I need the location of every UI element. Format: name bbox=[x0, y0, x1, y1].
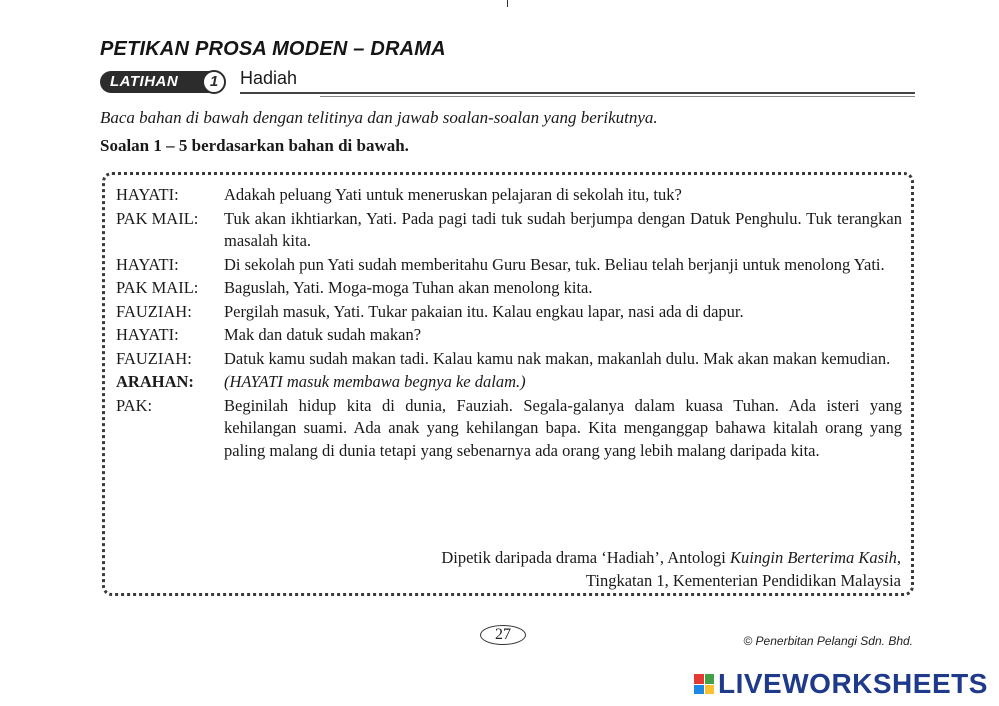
section-heading: PETIKAN PROSA MODEN – DRAMA bbox=[100, 38, 446, 60]
speaker-label: PAK MAIL: bbox=[116, 278, 199, 297]
dialogue-line bbox=[116, 324, 902, 347]
anthology-title: Kuingin Berterima Kasih bbox=[730, 548, 897, 567]
exercise-number: 1 bbox=[202, 70, 226, 94]
instruction-text: Baca bahan di bawah dengan telitinya dan jawab soalan-soalan yang berikutnya. bbox=[100, 108, 658, 127]
dialogue-line bbox=[116, 395, 902, 463]
page-number: 27 bbox=[480, 625, 526, 645]
dialogue-text: Adakah peluang Yati untuk meneruskan pelajaran di sekolah itu, tuk? bbox=[224, 185, 682, 204]
question-range: Soalan 1 – 5 berdasarkan bahan di bawah. bbox=[100, 136, 409, 155]
dialogue-text: Mak dan datuk sudah makan? bbox=[224, 325, 422, 344]
liveworksheets-wordmark: LIVEWORKSHEETS bbox=[718, 668, 988, 699]
header-rule bbox=[240, 92, 915, 94]
dialogue-text: Tuk akan ikhtiarkan, Yati. Pada pagi tadi tuk sudah berjumpa dengan Datuk Penghulu. Tuk terangkan masalah kita. bbox=[224, 208, 902, 250]
stage-direction-text: (HAYATI masuk membawa begnya ke dalam.) bbox=[224, 372, 526, 391]
speaker-label: PAK MAIL: bbox=[116, 208, 199, 228]
liveworksheets-icon bbox=[694, 674, 714, 694]
speaker-label: HAYATI: bbox=[116, 185, 179, 204]
dialogue-line bbox=[116, 277, 902, 300]
speaker-label: HAYATI: bbox=[116, 325, 179, 344]
stage-direction bbox=[116, 371, 902, 394]
speaker-label: FAUZIAH: bbox=[116, 301, 192, 321]
header-rule-thin bbox=[320, 96, 915, 97]
exercise-badge: LATIHAN bbox=[100, 71, 212, 93]
citation-suffix: , bbox=[896, 548, 901, 567]
logo-square bbox=[694, 674, 704, 684]
dialogue-passage bbox=[116, 184, 902, 463]
exercise-title: Hadiah bbox=[240, 68, 298, 88]
dialogue-line bbox=[116, 254, 902, 277]
logo-square bbox=[694, 685, 704, 695]
speaker-label: PAK: bbox=[116, 395, 153, 415]
dialogue-text: Datuk kamu sudah makan tadi. Kalau kamu nak makan, makanlah dulu. Mak akan makan kemudian. bbox=[224, 348, 891, 368]
exercise-header bbox=[100, 68, 915, 98]
speaker-label: HAYATI: bbox=[116, 254, 179, 274]
citation-prefix: Dipetik daripada drama ‘Hadiah’, Antologi bbox=[441, 548, 731, 567]
speaker-label: FAUZIAH: bbox=[116, 348, 192, 368]
dialogue-line bbox=[116, 348, 902, 371]
logo-square bbox=[705, 685, 715, 695]
dialogue-line bbox=[116, 184, 902, 207]
dialogue-text: Baguslah, Yati. Moga-moga Tuhan akan menolong kita. bbox=[224, 278, 593, 297]
page-tick-mark bbox=[507, 0, 508, 7]
dialogue-text: Pergilah masuk, Yati. Tukar pakaian itu. Kalau engkau lapar, nasi ada di dapur. bbox=[224, 301, 744, 321]
stage-direction-label: ARAHAN: bbox=[116, 372, 194, 391]
citation-line-2: Tingkatan 1, Kementerian Pendidikan Malaysia bbox=[585, 571, 901, 590]
dialogue-text: Beginilah hidup kita di dunia, Fauziah. Segala-galanya dalam kuasa Tuhan. Ada isteri yang kehilangan suami. Ada anak yang kehilangan bapa. Kita menganggap bahawa kitalah orang yang paling malang di dunia tetapi yang sebenarnya ada orang yang lebih malang daripada kita. bbox=[224, 395, 902, 460]
liveworksheets-logo bbox=[694, 668, 988, 700]
source-citation bbox=[441, 546, 901, 592]
dialogue-line bbox=[116, 301, 902, 324]
copyright-notice: © Penerbitan Pelangi Sdn. Bhd. bbox=[743, 634, 913, 648]
dialogue-line bbox=[116, 208, 902, 253]
logo-square bbox=[705, 674, 715, 684]
citation-line-1 bbox=[441, 546, 901, 569]
dialogue-text: Di sekolah pun Yati sudah memberitahu Guru Besar, tuk. Beliau telah berjanji untuk menolong Yati. bbox=[224, 254, 885, 274]
